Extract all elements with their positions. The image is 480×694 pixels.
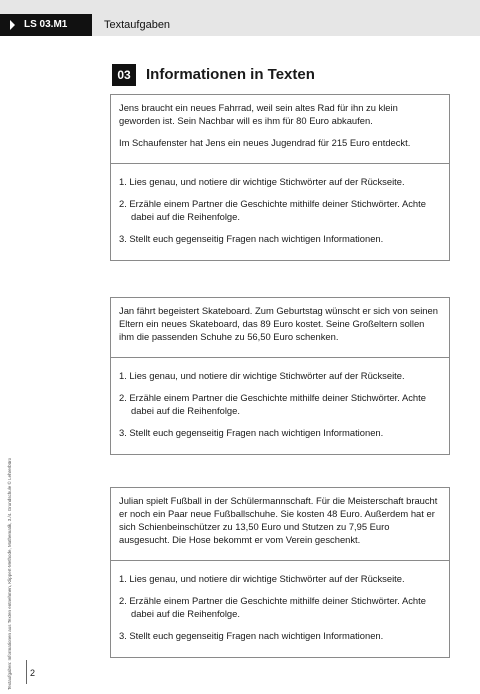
header-title: Textaufgaben (104, 19, 171, 31)
story-paragraph: Julian spielt Fußball in der Schülermannschaft. Für die Meisterschaft braucht er noch ein Paar neue Fußballschuhe. Sie kosten 48 Euro. Außerdem hat er sich Schienbeinschützer zu 13,50 Euro und Stutzen zu 7,95 Euro ausgesucht. Die Hose bekommt er vom Verein geschenkt. (119, 495, 438, 545)
footer-divider (26, 660, 27, 684)
task-card-3 (110, 487, 450, 658)
task-list (111, 561, 449, 657)
side-note (4, 430, 14, 690)
task-card-2 (110, 297, 450, 455)
story-paragraph: Jan fährt begeistert Skateboard. Zum Geburtstag wünscht er sich von seinen Eltern ein neues Skateboard, das 89 Euro kostet. Seine Großeltern sollen ihm die passenden Schuhe zu 56,50 Euro schenken. (119, 305, 438, 342)
task-list (111, 164, 449, 260)
task-item: 3. Stellt euch gegenseitig Fragen nach wichtigen Informationen. (119, 427, 384, 438)
task-item: 1. Lies genau, und notiere dir wichtige Stichwörter auf der Rückseite. (119, 573, 405, 584)
section-number: 03 (112, 64, 136, 86)
task-item: 1. Lies genau, und notiere dir wichtige Stichwörter auf der Rückseite. (119, 176, 405, 187)
lesson-code: LS 03.M1 (24, 19, 68, 30)
top-bar (0, 0, 480, 36)
side-note-text: Textaufgaben: Informationen aus Texten entnehmen, Klippert-Methode, Mathematik, 3./4. Grundschule © Lehrerbüro (7, 457, 12, 690)
task-card-1 (110, 94, 450, 261)
section-title: Informationen in Texten (146, 66, 315, 83)
story-text (111, 298, 449, 358)
task-list (111, 358, 449, 454)
story-paragraph: Im Schaufenster hat Jens ein neues Jugendrad für 215 Euro entdeckt. (119, 137, 411, 148)
flag-icon (10, 20, 15, 30)
lesson-code-tag (0, 14, 92, 36)
page-number: 2 (30, 668, 36, 678)
task-item: 2. Erzähle einem Partner die Geschichte mithilfe deiner Stichwörter. Achte dabei auf die Reihenfolge. (119, 198, 426, 222)
story-text (111, 95, 449, 164)
story-text (111, 488, 449, 561)
story-paragraph: Jens braucht ein neues Fahrrad, weil sein altes Rad für ihn zu klein geworden ist. Sein Nachbar will es ihm für 80 Euro abkaufen. (119, 102, 398, 126)
task-item: 2. Erzähle einem Partner die Geschichte mithilfe deiner Stichwörter. Achte dabei auf die Reihenfolge. (119, 595, 426, 619)
task-item: 2. Erzähle einem Partner die Geschichte mithilfe deiner Stichwörter. Achte dabei auf die Reihenfolge. (119, 392, 426, 416)
task-item: 3. Stellt euch gegenseitig Fragen nach wichtigen Informationen. (119, 233, 384, 244)
task-item: 3. Stellt euch gegenseitig Fragen nach wichtigen Informationen. (119, 630, 384, 641)
task-item: 1. Lies genau, und notiere dir wichtige Stichwörter auf der Rückseite. (119, 370, 405, 381)
